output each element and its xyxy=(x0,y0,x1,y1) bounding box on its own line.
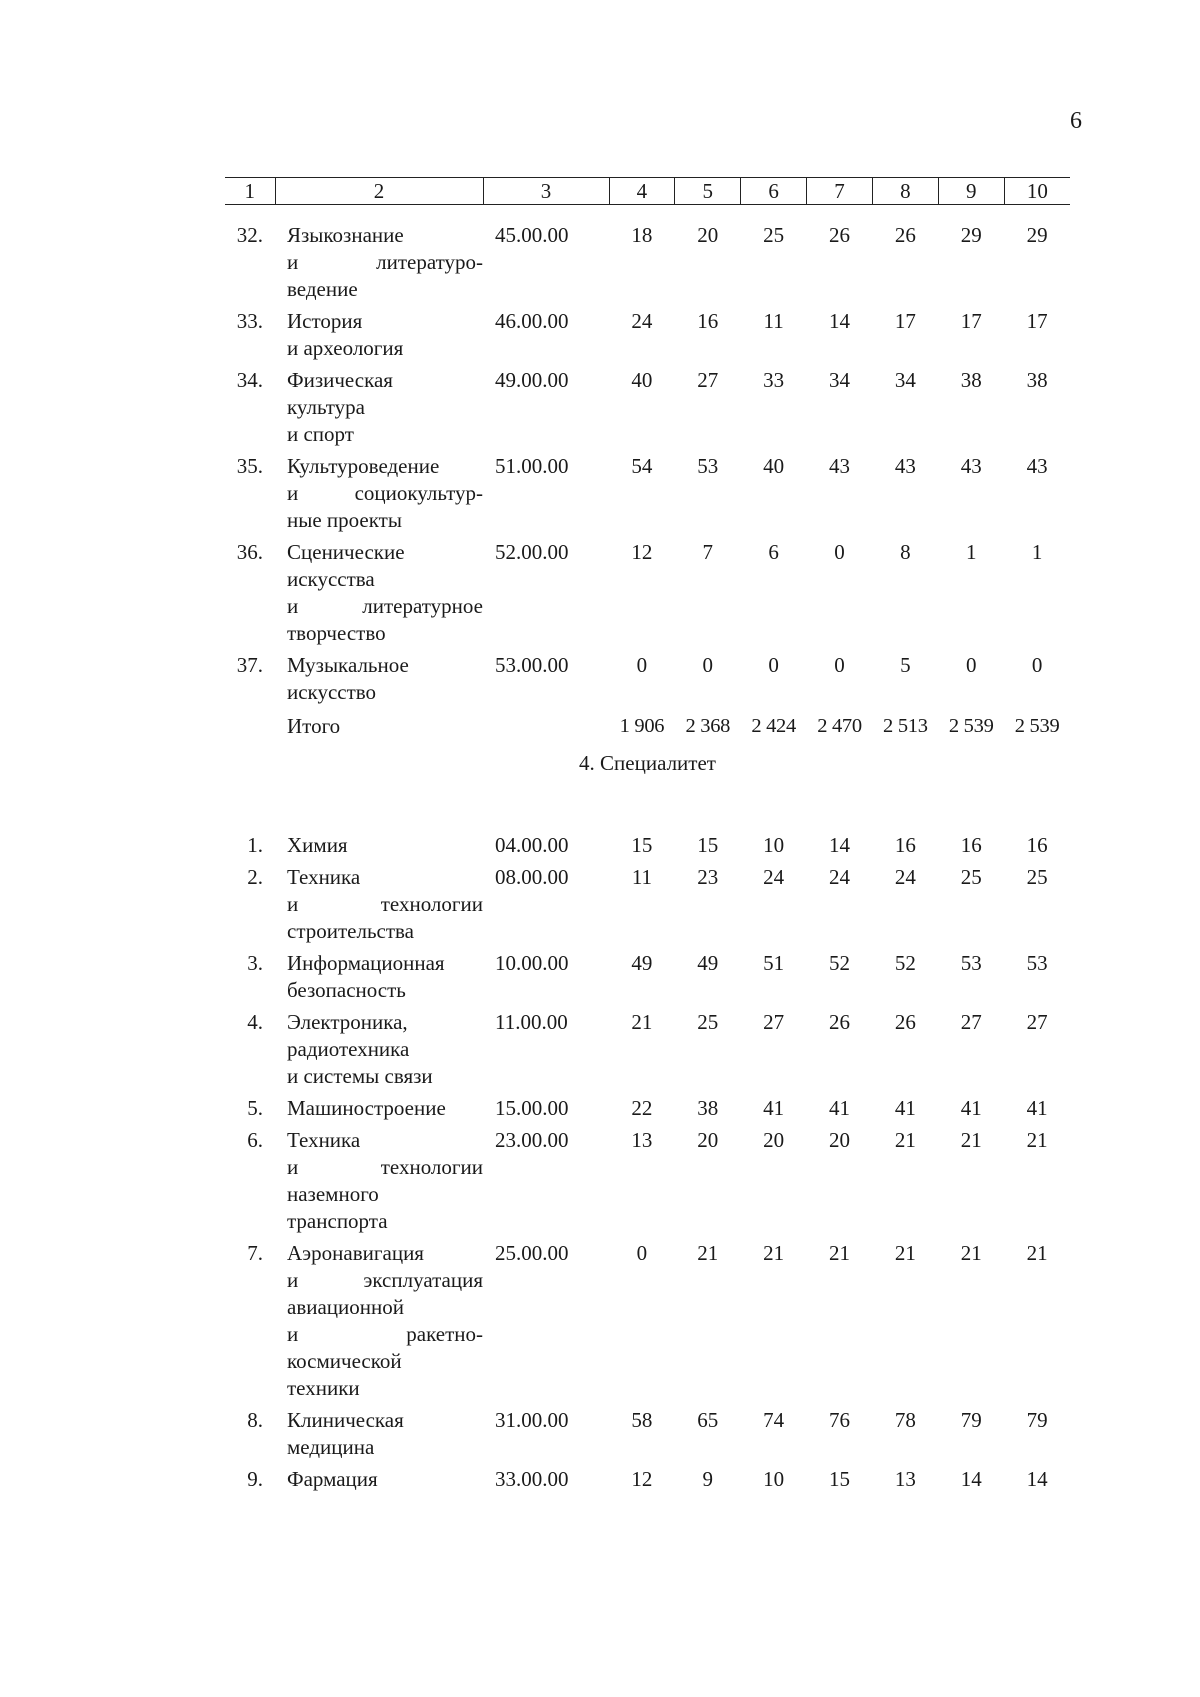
table-row xyxy=(225,1009,1070,1095)
row-name-line: История xyxy=(287,309,363,333)
row-value: 24 xyxy=(829,865,850,889)
row-value: 49 xyxy=(631,951,653,975)
row-value: 15 xyxy=(631,833,653,857)
row-name xyxy=(275,1095,483,1127)
row-value: 26 xyxy=(829,1010,850,1034)
row-number: 6. xyxy=(247,1128,263,1152)
row-value: 53 xyxy=(697,454,719,478)
row-name-line: творчество xyxy=(287,621,386,645)
table-row xyxy=(225,1407,1070,1466)
row-value: 12 xyxy=(631,1467,653,1491)
row-value: 43 xyxy=(894,454,916,478)
row-code: 04.00.00 xyxy=(495,833,569,857)
row-value: 21 xyxy=(894,1241,916,1265)
row-value: 14 xyxy=(960,1467,982,1491)
row-number: 9. xyxy=(247,1467,263,1491)
row-name xyxy=(275,1127,483,1240)
row-code: 23.00.00 xyxy=(495,1128,569,1152)
row-value: 26 xyxy=(894,1010,916,1034)
row-code: 25.00.00 xyxy=(495,1241,569,1265)
row-code: 11.00.00 xyxy=(495,1010,568,1034)
row-name-line: Фармация xyxy=(287,1467,378,1491)
table-header xyxy=(225,178,1070,205)
row-name-line: и технологии xyxy=(287,1155,483,1179)
row-name xyxy=(275,453,483,539)
row-code: 49.00.00 xyxy=(495,368,569,392)
row-value: 0 xyxy=(834,653,845,677)
row-value: 0 xyxy=(834,540,845,564)
row-value: 0 xyxy=(636,653,648,677)
row-name-line: Электроника, xyxy=(287,1010,408,1034)
row-value: 0 xyxy=(768,653,779,677)
row-value: 21 xyxy=(697,1241,719,1265)
table-row xyxy=(225,1095,1070,1127)
row-value: 74 xyxy=(763,1408,785,1432)
row-value: 9 xyxy=(702,1467,714,1491)
row-name-line: и ракетно- xyxy=(287,1322,483,1346)
row-value: 79 xyxy=(960,1408,982,1432)
row-value: 26 xyxy=(829,223,850,247)
row-name-line: Сценические xyxy=(287,540,405,564)
row-number: 8. xyxy=(247,1408,263,1432)
row-value: 16 xyxy=(960,833,982,857)
row-value: 20 xyxy=(763,1128,785,1152)
row-name-line: ведение xyxy=(287,277,358,301)
row-value: 21 xyxy=(960,1128,982,1152)
table-body xyxy=(225,205,1070,1499)
section-title: 4. Специалитет xyxy=(579,751,716,775)
header-row xyxy=(225,178,1070,205)
row-code: 53.00.00 xyxy=(495,653,569,677)
row-value: 29 xyxy=(960,223,982,247)
row-value: 16 xyxy=(697,309,719,333)
row-value: 8 xyxy=(900,540,911,564)
table-row xyxy=(225,832,1070,864)
row-number: 33. xyxy=(236,309,263,333)
row-value: 25 xyxy=(1026,865,1048,889)
row-value: 25 xyxy=(960,865,982,889)
row-code: 31.00.00 xyxy=(495,1408,569,1432)
row-name xyxy=(275,1407,483,1466)
row-name-line: Техника xyxy=(287,865,361,889)
row-value: 0 xyxy=(702,653,714,677)
row-value: 26 xyxy=(894,223,916,247)
row-name-line: и археология xyxy=(287,336,404,360)
row-number: 2. xyxy=(247,865,263,889)
total-value: 2 424 xyxy=(751,715,796,737)
row-value: 23 xyxy=(697,865,719,889)
row-value: 17 xyxy=(1026,309,1048,333)
row-value: 65 xyxy=(697,1408,719,1432)
row-name xyxy=(275,1009,483,1095)
row-value: 13 xyxy=(894,1467,916,1491)
row-name-line: и системы связи xyxy=(287,1064,433,1088)
row-value: 7 xyxy=(702,540,714,564)
header-cell-1: 1 xyxy=(225,178,275,205)
row-value: 18 xyxy=(631,223,653,247)
table-row xyxy=(225,1466,1070,1498)
row-value: 53 xyxy=(1026,951,1048,975)
row-value: 10 xyxy=(763,833,785,857)
row-name-line: техники xyxy=(287,1376,360,1400)
section-title-row xyxy=(225,740,1070,832)
total-label: Итого xyxy=(287,714,341,738)
row-value: 27 xyxy=(697,368,719,392)
row-value: 10 xyxy=(763,1467,785,1491)
row-code: 33.00.00 xyxy=(495,1467,569,1491)
row-value: 21 xyxy=(763,1241,785,1265)
row-value: 27 xyxy=(763,1010,785,1034)
total-value: 2 513 xyxy=(883,715,928,737)
table-row xyxy=(225,1240,1070,1407)
row-name-line: Информационная xyxy=(287,951,445,975)
header-cell-2: 2 xyxy=(275,178,483,205)
row-name-line: Клиническая xyxy=(287,1408,404,1432)
row-name-line: искусство xyxy=(287,680,377,704)
row-value: 24 xyxy=(894,865,916,889)
row-value: 27 xyxy=(960,1010,982,1034)
row-number: 34. xyxy=(236,368,263,392)
row-number: 7. xyxy=(247,1241,263,1265)
row-value: 24 xyxy=(631,309,653,333)
row-name-line: космической xyxy=(287,1349,402,1373)
row-value: 11 xyxy=(631,865,653,889)
row-name-line: и спорт xyxy=(287,422,354,446)
row-value: 38 xyxy=(960,368,982,392)
header-cell-7: 7 xyxy=(807,178,873,205)
row-name-line: и литературо- xyxy=(287,250,483,274)
row-value: 5 xyxy=(900,653,911,677)
row-code: 10.00.00 xyxy=(495,951,569,975)
row-value: 22 xyxy=(631,1096,653,1120)
row-number: 32. xyxy=(236,223,263,247)
row-value: 49 xyxy=(697,951,719,975)
row-value: 14 xyxy=(829,833,850,857)
row-name-line: строительства xyxy=(287,919,415,943)
header-cell-8: 8 xyxy=(872,178,938,205)
row-value: 13 xyxy=(631,1128,653,1152)
table-row xyxy=(225,222,1070,308)
total-value: 1 906 xyxy=(619,715,665,737)
row-number: 5. xyxy=(247,1096,263,1120)
row-value: 33 xyxy=(763,368,785,392)
row-value: 15 xyxy=(697,833,719,857)
row-value: 11 xyxy=(763,309,784,333)
table-row xyxy=(225,367,1070,453)
row-value: 43 xyxy=(1026,454,1048,478)
row-name xyxy=(275,222,483,308)
row-code: 51.00.00 xyxy=(495,454,569,478)
row-name xyxy=(275,1466,483,1498)
row-value: 1 xyxy=(965,540,977,564)
row-code: 45.00.00 xyxy=(495,223,569,247)
row-value: 6 xyxy=(768,540,779,564)
row-value: 41 xyxy=(960,1096,982,1120)
row-name xyxy=(275,539,483,652)
table-row xyxy=(225,539,1070,652)
row-value: 14 xyxy=(829,309,850,333)
table-row xyxy=(225,453,1070,539)
statistics-table xyxy=(225,177,1070,1498)
row-value: 20 xyxy=(697,223,719,247)
row-name-line: медицина xyxy=(287,1435,375,1459)
row-value: 79 xyxy=(1026,1408,1048,1432)
row-name-line: Физическая xyxy=(287,368,393,392)
header-cell-4: 4 xyxy=(609,178,675,205)
row-value: 16 xyxy=(894,833,916,857)
row-number: 4. xyxy=(247,1010,263,1034)
row-value: 78 xyxy=(894,1408,916,1432)
row-value: 21 xyxy=(960,1241,982,1265)
row-value: 0 xyxy=(636,1241,648,1265)
row-value: 51 xyxy=(763,951,785,975)
row-value: 40 xyxy=(631,368,653,392)
row-value: 52 xyxy=(829,951,850,975)
row-value: 43 xyxy=(829,454,850,478)
header-cell-3: 3 xyxy=(483,178,609,205)
row-name xyxy=(275,308,483,367)
row-code: 15.00.00 xyxy=(495,1096,569,1120)
row-value: 76 xyxy=(829,1408,850,1432)
row-name-line: транспорта xyxy=(287,1209,388,1233)
row-value: 41 xyxy=(763,1096,785,1120)
row-name xyxy=(275,367,483,453)
row-name-line: и технологии xyxy=(287,892,483,916)
table-row xyxy=(225,652,1070,711)
header-cell-9: 9 xyxy=(938,178,1004,205)
row-name-line: культура xyxy=(287,395,365,419)
row-name-line: и литературное xyxy=(287,594,483,618)
total-row xyxy=(225,711,1070,740)
row-name-line: Аэронавигация xyxy=(287,1241,424,1265)
row-value: 14 xyxy=(1026,1467,1048,1491)
row-number: 1. xyxy=(247,833,263,857)
total-value: 2 539 xyxy=(1014,715,1060,737)
table-row xyxy=(225,864,1070,950)
row-value: 41 xyxy=(1026,1096,1048,1120)
row-value: 21 xyxy=(829,1241,850,1265)
row-name xyxy=(275,1240,483,1407)
row-value: 58 xyxy=(631,1408,653,1432)
row-name-line: Языкознание xyxy=(287,223,404,247)
row-value: 21 xyxy=(1026,1128,1048,1152)
row-value: 38 xyxy=(697,1096,719,1120)
row-name xyxy=(275,832,483,864)
row-value: 21 xyxy=(894,1128,916,1152)
page-number: 6 xyxy=(1070,108,1082,134)
table-row xyxy=(225,308,1070,367)
row-value: 1 xyxy=(1031,540,1043,564)
row-value: 25 xyxy=(697,1010,719,1034)
row-value: 41 xyxy=(894,1096,916,1120)
row-name-line: Техника xyxy=(287,1128,361,1152)
row-value: 34 xyxy=(829,368,850,392)
row-value: 15 xyxy=(829,1467,850,1491)
row-value: 52 xyxy=(894,951,916,975)
row-name-line: наземного xyxy=(287,1182,379,1206)
row-value: 53 xyxy=(960,951,982,975)
row-value: 21 xyxy=(1026,1241,1048,1265)
row-number: 37. xyxy=(236,653,263,677)
row-code: 46.00.00 xyxy=(495,309,569,333)
row-name-line: Музыкальное xyxy=(287,653,409,677)
row-value: 40 xyxy=(763,454,785,478)
row-name-line: и эксплуатация xyxy=(287,1268,483,1292)
row-value: 34 xyxy=(894,368,916,392)
row-name-line: ные проекты xyxy=(287,508,402,532)
row-value: 54 xyxy=(631,454,653,478)
row-value: 20 xyxy=(697,1128,719,1152)
row-value: 21 xyxy=(631,1010,653,1034)
row-value: 12 xyxy=(631,540,653,564)
row-name-line: Машиностроение xyxy=(287,1096,446,1120)
header-cell-6: 6 xyxy=(741,178,807,205)
total-value: 2 539 xyxy=(948,715,994,737)
row-value: 16 xyxy=(1026,833,1048,857)
row-name-line: искусства xyxy=(287,567,375,591)
row-value: 41 xyxy=(829,1096,850,1120)
row-value: 43 xyxy=(960,454,982,478)
total-value: 2 368 xyxy=(685,715,731,737)
row-value: 25 xyxy=(763,223,785,247)
header-cell-5: 5 xyxy=(675,178,741,205)
row-number: 3. xyxy=(247,951,263,975)
row-name xyxy=(275,652,483,711)
row-name-line: радиотехника xyxy=(287,1037,410,1061)
row-value: 24 xyxy=(763,865,785,889)
row-value: 0 xyxy=(1031,653,1043,677)
row-value: 20 xyxy=(829,1128,850,1152)
row-name-line: Химия xyxy=(287,833,348,857)
row-value: 0 xyxy=(965,653,977,677)
row-name xyxy=(275,864,483,950)
header-cell-10: 10 xyxy=(1004,178,1070,205)
row-name-line: и социокультур- xyxy=(287,481,483,505)
row-number: 35. xyxy=(236,454,263,478)
row-value: 38 xyxy=(1026,368,1048,392)
row-name xyxy=(275,950,483,1009)
row-value: 17 xyxy=(894,309,916,333)
row-value: 27 xyxy=(1026,1010,1048,1034)
row-name-line: авиационной xyxy=(287,1295,404,1319)
total-value: 2 470 xyxy=(817,715,862,737)
row-code: 08.00.00 xyxy=(495,865,569,889)
row-name-line: безопасность xyxy=(287,978,406,1002)
row-name-line: Культуроведение xyxy=(287,454,440,478)
table-row xyxy=(225,950,1070,1009)
table-row xyxy=(225,1127,1070,1240)
row-number: 36. xyxy=(236,540,263,564)
spacer-row xyxy=(225,205,1070,223)
row-value: 17 xyxy=(960,309,982,333)
row-value: 29 xyxy=(1026,223,1048,247)
row-code: 52.00.00 xyxy=(495,540,569,564)
